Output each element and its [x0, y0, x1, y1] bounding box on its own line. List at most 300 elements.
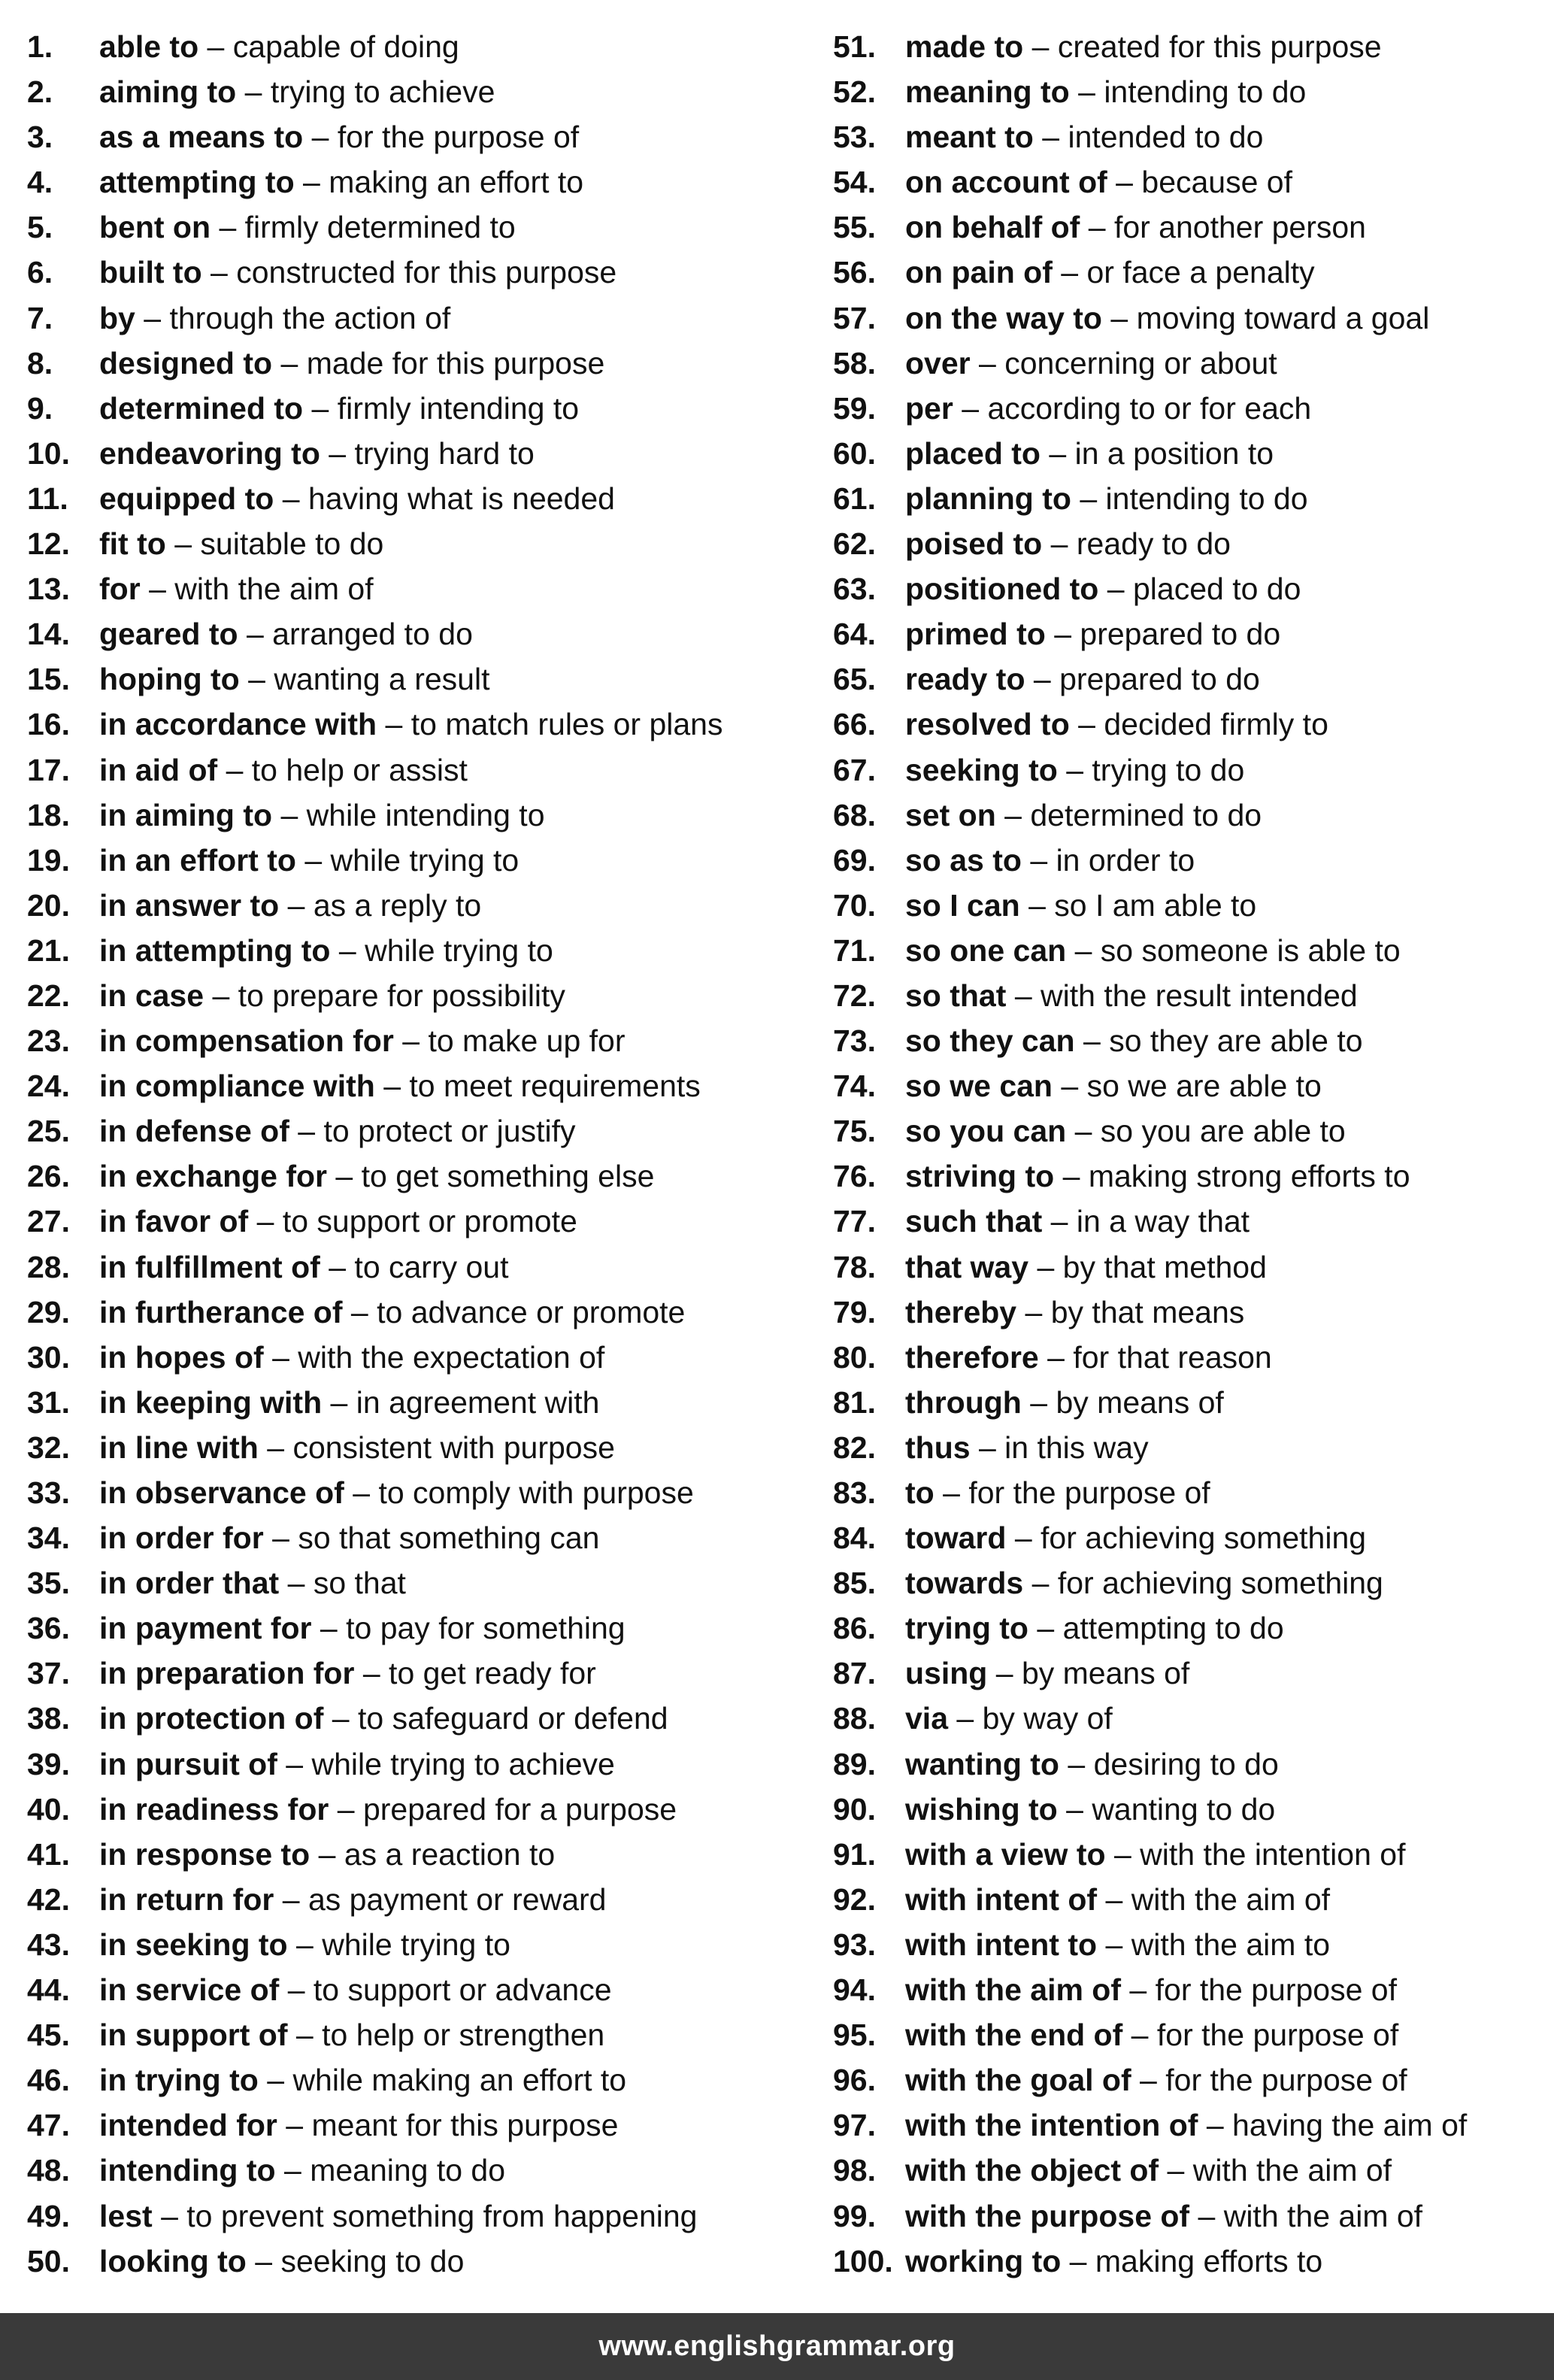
- item-text: [905, 1425, 1149, 1470]
- item-text: [905, 611, 1280, 656]
- item-separator: –: [1129, 1972, 1147, 2008]
- item-number: 43.: [27, 1927, 70, 1962]
- item-definition: suitable to do: [200, 526, 384, 562]
- list-item: [833, 296, 1547, 341]
- item-term: intending to: [99, 2153, 276, 2188]
- list-item: [27, 1515, 801, 1560]
- item-definition: in agreement with: [356, 1384, 600, 1420]
- item-number: 8.: [27, 345, 53, 380]
- item-definition: intended to do: [1068, 120, 1264, 155]
- item-separator: –: [1167, 2153, 1185, 2188]
- item-number: 11.: [27, 481, 68, 516]
- item-term: so I can: [905, 887, 1020, 923]
- item-definition: or face a penalty: [1086, 255, 1315, 290]
- list-item: [27, 793, 801, 838]
- item-number: 91.: [833, 1836, 876, 1872]
- list-item: [27, 1199, 801, 1244]
- item-separator: –: [280, 345, 298, 380]
- item-number: 30.: [27, 1339, 70, 1375]
- item-text: [99, 1515, 599, 1560]
- item-text: [905, 1560, 1383, 1605]
- item-number: 50.: [27, 2243, 70, 2278]
- list-item: [833, 2194, 1547, 2239]
- item-term: with the intention of: [905, 2108, 1198, 2143]
- item-separator: –: [248, 662, 265, 697]
- item-number: 35.: [27, 1566, 70, 1601]
- list-item: [27, 205, 801, 250]
- item-term: meaning to: [905, 74, 1070, 110]
- item-separator: –: [1074, 932, 1092, 968]
- item-text: [905, 1922, 1330, 1967]
- list-item: [27, 1245, 801, 1290]
- item-number: 45.: [27, 2018, 70, 2053]
- item-definition: by that means: [1050, 1294, 1245, 1329]
- item-term: equipped to: [99, 481, 274, 516]
- list-item: [833, 1515, 1547, 1560]
- item-number: 48.: [27, 2153, 70, 2188]
- item-definition: to comply with purpose: [378, 1475, 694, 1510]
- item-definition: attempting to do: [1062, 1611, 1284, 1646]
- website-link[interactable]: www.englishgrammar.org: [598, 2330, 956, 2362]
- item-separator: –: [272, 1520, 289, 1556]
- item-text: [99, 1018, 626, 1063]
- item-separator: –: [1069, 2243, 1087, 2278]
- item-term: ready to: [905, 662, 1025, 697]
- item-number: 36.: [27, 1611, 70, 1646]
- item-definition: so that: [313, 1566, 406, 1601]
- item-term: in answer to: [99, 887, 280, 923]
- item-definition: seeking to do: [280, 2243, 465, 2278]
- item-number: 24.: [27, 1069, 70, 1104]
- list-item: [833, 1245, 1547, 1290]
- item-term: with intent to: [905, 1927, 1098, 1962]
- item-text: [905, 566, 1301, 611]
- item-definition: meant for this purpose: [311, 2108, 619, 2143]
- list-item: [27, 296, 801, 341]
- item-text: [99, 2057, 626, 2103]
- item-definition: to advance or promote: [377, 1294, 686, 1329]
- item-definition: as a reaction to: [344, 1836, 556, 1872]
- item-definition: with the aim of: [1223, 2198, 1423, 2233]
- item-definition: placed to do: [1132, 572, 1301, 607]
- item-term: over: [905, 345, 971, 380]
- item-text: [99, 1108, 575, 1154]
- item-term: looking to: [99, 2243, 247, 2278]
- item-term: trying to: [905, 1611, 1028, 1646]
- item-number: 69.: [833, 842, 876, 878]
- list-item: [27, 1696, 801, 1741]
- list-item: [833, 566, 1547, 611]
- item-number: 17.: [27, 752, 70, 787]
- list-item: [27, 1967, 801, 2012]
- item-text: [905, 2148, 1392, 2193]
- item-separator: –: [1014, 978, 1032, 1013]
- item-term: with the aim of: [905, 1972, 1121, 2008]
- item-separator: –: [244, 74, 262, 110]
- item-definition: concerning or about: [1004, 345, 1277, 380]
- item-definition: to protect or justify: [323, 1114, 576, 1149]
- item-definition: decided firmly to: [1104, 707, 1328, 742]
- item-number: 78.: [833, 1249, 876, 1284]
- item-text: [99, 114, 579, 159]
- item-text: [99, 2148, 505, 2193]
- item-term: by: [99, 300, 135, 335]
- item-definition: while making an effort to: [292, 2063, 627, 2098]
- item-separator: –: [995, 1656, 1013, 1691]
- item-separator: –: [207, 29, 225, 64]
- item-text: [99, 973, 565, 1018]
- item-text: [99, 1199, 577, 1244]
- item-term: lest: [99, 2198, 153, 2233]
- list-item: [27, 1335, 801, 1380]
- list-item: [833, 2148, 1547, 2193]
- item-definition: for another person: [1113, 210, 1366, 245]
- item-separator: –: [287, 887, 305, 923]
- item-separator: –: [1198, 2198, 1216, 2233]
- list-item: [833, 1154, 1547, 1199]
- item-term: determined to: [99, 390, 304, 426]
- item-term: for: [99, 572, 141, 607]
- item-definition: with the aim of: [174, 572, 374, 607]
- item-separator: –: [1047, 1339, 1065, 1375]
- item-definition: with the aim of: [1131, 1881, 1331, 1917]
- item-text: [99, 431, 535, 476]
- item-separator: –: [1074, 1114, 1092, 1149]
- item-separator: –: [1066, 752, 1083, 787]
- item-definition: in this way: [1004, 1430, 1149, 1465]
- item-term: with intent of: [905, 1881, 1098, 1917]
- item-definition: arranged to do: [272, 617, 473, 652]
- list-item: [833, 1877, 1547, 1922]
- item-term: with the goal of: [905, 2063, 1131, 2098]
- item-definition: to get something else: [361, 1159, 655, 1194]
- item-separator: –: [267, 2063, 285, 2098]
- item-separator: –: [267, 1430, 285, 1465]
- item-text: [99, 1063, 701, 1108]
- item-separator: –: [144, 300, 162, 335]
- item-separator: –: [272, 1339, 289, 1375]
- list-item: [833, 1560, 1547, 1605]
- list-item: [27, 1470, 801, 1515]
- item-definition: moving toward a goal: [1136, 300, 1430, 335]
- item-text: [905, 1696, 1113, 1741]
- item-term: in response to: [99, 1836, 310, 1872]
- item-number: 84.: [833, 1520, 876, 1556]
- item-term: in aid of: [99, 752, 218, 787]
- item-definition: prepared for a purpose: [362, 1791, 677, 1827]
- item-separator: –: [295, 2018, 314, 2053]
- item-text: [99, 205, 516, 250]
- item-definition: made for this purpose: [306, 345, 605, 380]
- item-term: in an effort to: [99, 842, 296, 878]
- item-definition: desiring to do: [1093, 1746, 1279, 1781]
- item-definition: so we are able to: [1086, 1069, 1322, 1104]
- item-definition: by means of: [1056, 1384, 1224, 1420]
- item-definition: for the purpose of: [1165, 2063, 1407, 2098]
- list-item: [833, 702, 1547, 747]
- list-item: [27, 702, 801, 747]
- item-term: in defense of: [99, 1114, 289, 1149]
- item-number: 29.: [27, 1294, 70, 1329]
- item-definition: determined to do: [1030, 797, 1262, 832]
- item-number: 80.: [833, 1339, 876, 1375]
- item-number: 85.: [833, 1566, 876, 1601]
- item-text: [99, 2103, 618, 2148]
- item-separator: –: [1206, 2108, 1224, 2143]
- list-item: [833, 1380, 1547, 1425]
- item-separator: –: [978, 1430, 996, 1465]
- item-separator: –: [1050, 1204, 1068, 1239]
- item-definition: for the purpose of: [968, 1475, 1210, 1510]
- list-item: [27, 69, 801, 114]
- item-term: in observance of: [99, 1475, 344, 1510]
- item-text: [905, 883, 1256, 928]
- right-column: [833, 24, 1547, 2284]
- list-item: [833, 1832, 1547, 1877]
- item-term: therefore: [905, 1339, 1039, 1375]
- item-text: [905, 2239, 1322, 2284]
- item-text: [99, 2194, 697, 2239]
- item-text: [905, 702, 1328, 747]
- item-definition: with the result intended: [1041, 978, 1358, 1013]
- list-item: [27, 114, 801, 159]
- list-item: [27, 973, 801, 1018]
- item-separator: –: [211, 255, 228, 290]
- item-term: in compensation for: [99, 1023, 394, 1059]
- item-text: [99, 928, 553, 973]
- item-definition: wanting a result: [274, 662, 490, 697]
- item-number: 72.: [833, 978, 876, 1013]
- item-separator: –: [161, 2198, 178, 2233]
- list-item: [833, 431, 1547, 476]
- item-definition: for the purpose of: [337, 120, 580, 155]
- item-separator: –: [1033, 662, 1051, 697]
- list-item: [27, 2239, 801, 2284]
- item-number: 15.: [27, 662, 70, 697]
- item-separator: –: [212, 978, 230, 1013]
- item-number: 55.: [833, 210, 876, 245]
- item-definition: so I am able to: [1054, 887, 1257, 923]
- item-number: 22.: [27, 978, 70, 1013]
- item-text: [905, 159, 1292, 205]
- item-number: 34.: [27, 1520, 70, 1556]
- item-definition: in a way that: [1076, 1204, 1250, 1239]
- item-text: [99, 1967, 612, 2012]
- item-definition: capable of doing: [232, 29, 459, 64]
- item-definition: so that something can: [298, 1520, 600, 1556]
- item-definition: while trying to: [322, 1927, 510, 1962]
- list-item: [27, 2148, 801, 2193]
- item-text: [99, 2012, 604, 2057]
- item-separator: –: [1116, 165, 1133, 200]
- item-term: on the way to: [905, 300, 1102, 335]
- item-term: attempting to: [99, 165, 295, 200]
- item-term: able to: [99, 29, 199, 64]
- item-number: 21.: [27, 932, 70, 968]
- item-term: meant to: [905, 120, 1034, 155]
- item-text: [905, 1199, 1250, 1244]
- list-item: [833, 1651, 1547, 1696]
- item-separator: –: [1110, 300, 1128, 335]
- item-text: [905, 1063, 1322, 1108]
- item-number: 70.: [833, 887, 876, 923]
- item-number: 92.: [833, 1881, 876, 1917]
- item-text: [905, 1290, 1244, 1335]
- item-text: [905, 69, 1306, 114]
- item-definition: to help or assist: [251, 752, 468, 787]
- item-term: in protection of: [99, 1701, 324, 1736]
- list-item: [833, 386, 1547, 431]
- list-item: [27, 747, 801, 793]
- item-definition: meaning to do: [310, 2153, 506, 2188]
- item-term: so you can: [905, 1114, 1067, 1149]
- item-number: 87.: [833, 1656, 876, 1691]
- item-term: toward: [905, 1520, 1007, 1556]
- list-item: [27, 476, 801, 521]
- item-text: [905, 2194, 1422, 2239]
- item-term: in preparation for: [99, 1656, 355, 1691]
- list-item: [27, 1922, 801, 1967]
- item-number: 1.: [27, 29, 53, 64]
- item-number: 71.: [833, 932, 876, 968]
- list-item: [833, 656, 1547, 702]
- item-term: designed to: [99, 345, 273, 380]
- item-term: set on: [905, 797, 996, 832]
- item-text: [99, 1651, 596, 1696]
- item-term: per: [905, 390, 953, 426]
- item-separator: –: [282, 1881, 300, 1917]
- item-text: [905, 1154, 1410, 1199]
- list-item: [27, 2012, 801, 2057]
- item-text: [99, 656, 490, 702]
- item-definition: while trying to achieve: [311, 1746, 615, 1781]
- list-item: [833, 1696, 1547, 1741]
- item-number: 6.: [27, 255, 53, 290]
- item-text: [905, 1967, 1397, 2012]
- item-definition: to support or advance: [313, 1972, 612, 2008]
- item-term: in support of: [99, 2018, 288, 2053]
- item-definition: firmly intending to: [337, 390, 580, 426]
- item-separator: –: [1068, 1746, 1086, 1781]
- item-term: so one can: [905, 932, 1067, 968]
- list-item: [27, 1832, 801, 1877]
- item-separator: –: [1062, 1159, 1080, 1194]
- item-definition: in order to: [1056, 842, 1195, 878]
- list-item: [833, 1335, 1547, 1380]
- item-number: 63.: [833, 572, 876, 607]
- item-number: 82.: [833, 1430, 876, 1465]
- list-item: [833, 1605, 1547, 1651]
- item-definition: making efforts to: [1095, 2243, 1323, 2278]
- item-text: [905, 1515, 1366, 1560]
- item-separator: –: [282, 481, 300, 516]
- item-term: thereby: [905, 1294, 1017, 1329]
- item-number: 12.: [27, 526, 70, 562]
- item-number: 28.: [27, 1249, 70, 1284]
- item-number: 23.: [27, 1023, 70, 1059]
- item-definition: for achieving something: [1041, 1520, 1367, 1556]
- list-item: [27, 1154, 801, 1199]
- item-definition: by means of: [1021, 1656, 1190, 1691]
- item-text: [99, 69, 495, 114]
- item-term: towards: [905, 1566, 1024, 1601]
- item-number: 58.: [833, 345, 876, 380]
- item-term: such that: [905, 1204, 1043, 1239]
- item-definition: intending to do: [1105, 481, 1308, 516]
- item-term: in order for: [99, 1520, 264, 1556]
- list-item: [27, 431, 801, 476]
- item-separator: –: [335, 1159, 353, 1194]
- item-number: 2.: [27, 74, 53, 110]
- item-separator: –: [320, 1611, 338, 1646]
- item-separator: –: [329, 1249, 347, 1284]
- item-number: 19.: [27, 842, 70, 878]
- footer-bar: [0, 2313, 1554, 2380]
- item-number: 99.: [833, 2198, 876, 2233]
- item-text: [99, 386, 579, 431]
- item-number: 38.: [27, 1701, 70, 1736]
- item-number: 77.: [833, 1204, 876, 1239]
- list-item: [833, 1063, 1547, 1108]
- list-item: [27, 1425, 801, 1470]
- item-number: 96.: [833, 2063, 876, 2098]
- item-separator: –: [1030, 1384, 1048, 1420]
- item-text: [99, 1245, 509, 1290]
- list-item: [27, 1605, 801, 1651]
- item-number: 18.: [27, 797, 70, 832]
- item-separator: –: [338, 932, 356, 968]
- item-number: 54.: [833, 165, 876, 200]
- item-number: 13.: [27, 572, 70, 607]
- list-item: [833, 2057, 1547, 2103]
- item-separator: –: [1025, 1294, 1043, 1329]
- item-number: 89.: [833, 1746, 876, 1781]
- item-text: [905, 1245, 1267, 1290]
- item-separator: –: [1031, 29, 1050, 64]
- item-term: as a means to: [99, 120, 304, 155]
- list-item: [27, 656, 801, 702]
- list-item: [833, 838, 1547, 883]
- item-definition: as payment or reward: [307, 1881, 607, 1917]
- item-text: [905, 1108, 1346, 1154]
- item-term: geared to: [99, 617, 238, 652]
- item-definition: for that reason: [1073, 1339, 1272, 1375]
- item-text: [905, 1018, 1363, 1063]
- list-item: [27, 2103, 801, 2148]
- item-separator: –: [1061, 255, 1079, 290]
- item-number: 16.: [27, 707, 70, 742]
- item-separator: –: [1050, 526, 1068, 562]
- item-text: [905, 1787, 1275, 1832]
- item-term: in return for: [99, 1881, 274, 1917]
- item-term: hoping to: [99, 662, 240, 697]
- item-separator: –: [1105, 1881, 1123, 1917]
- item-separator: –: [287, 1972, 305, 2008]
- item-text: [99, 702, 722, 747]
- item-definition: constructed for this purpose: [236, 255, 617, 290]
- item-number: 79.: [833, 1294, 876, 1329]
- item-text: [905, 793, 1262, 838]
- item-text: [99, 611, 473, 656]
- item-definition: while trying to: [330, 842, 520, 878]
- item-definition: so you are able to: [1100, 1114, 1346, 1149]
- item-separator: –: [246, 617, 264, 652]
- item-text: [99, 747, 468, 793]
- item-text: [905, 1742, 1279, 1787]
- item-definition: through the action of: [169, 300, 451, 335]
- item-term: placed to: [905, 435, 1041, 471]
- item-separator: –: [353, 1475, 371, 1510]
